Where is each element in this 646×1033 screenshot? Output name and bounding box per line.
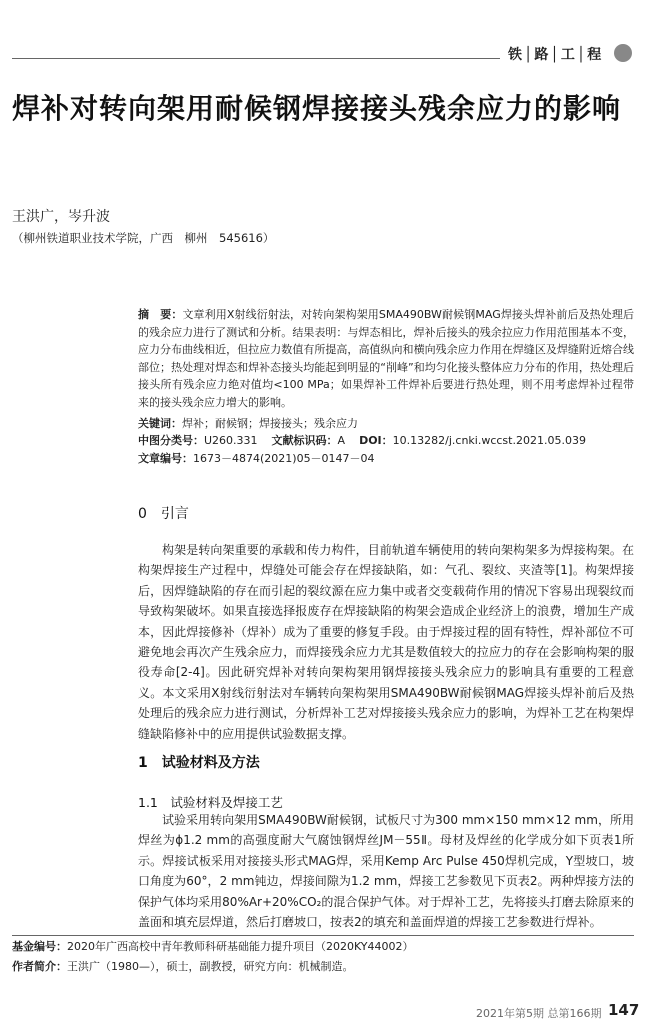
classification-line [138, 432, 634, 450]
abstract [138, 306, 634, 412]
clc-label: 中图分类号： [138, 434, 204, 447]
keywords-label: 关键词： [138, 417, 182, 430]
fund-label: 基金编号： [12, 940, 67, 953]
section-heading-intro: 0 引言 [138, 506, 189, 522]
fund-text: 2020年广西高校中青年教师科研基础能力提升项目（2020KY44002） [67, 940, 414, 953]
authors: 王洪广，岑升波 [12, 209, 110, 225]
doc-code-value: A [337, 434, 346, 447]
footnote-rule [12, 935, 634, 936]
journal-name: 铁│路│工│程 [508, 47, 604, 63]
clc-value: U260.331 [204, 434, 258, 447]
materials-paragraph: 试验采用转向架用SMA490BW耐候钢，试板尺寸为300 mm×150 mm×12 mm，所用焊丝为ϕ1.2 mm的高强度耐大气腐蚀钢焊丝JM－55Ⅱ。母材及焊丝的化学成分如下页表1所示。焊接试板采用对接接头形式MAG焊，采用Kemp Arc Pulse 450焊机完成，Y型坡口，坡口角度为60°，2 mm钝边，焊接间隙为1.2 mm，焊接工艺参数见下页表2。两种焊接方法的保护气体均采用80%Ar+20%CO₂的混合保护气体。对于焊补工艺，先将接头打磨去除原来的盖面和填充层焊道，然后打磨坡口，按表2的填充和盖面焊道的焊接工艺参数进行焊补。 [138, 813, 634, 930]
doc-code-label: 文献标识码： [271, 434, 338, 447]
doi-value: 10.13282/j.cnki.wccst.2021.05.039 [392, 434, 586, 447]
article-title: 焊补对转向架用耐候钢焊接接头残余应力的影响 [12, 92, 622, 125]
article-number-value: 1673－4874(2021)05－0147－04 [193, 452, 375, 465]
page-number: 147 [608, 1001, 640, 1019]
bio-text: 王洪广（1980—），硕士，副教授，研究方向：机械制造。 [67, 960, 354, 973]
article-number [138, 450, 634, 468]
header-rule [12, 58, 500, 59]
affiliation: （柳州铁道职业技术学院，广西 柳州 545616） [12, 231, 275, 245]
abstract-label: 摘 要： [138, 308, 183, 321]
bio-label: 作者简介： [12, 960, 67, 973]
keywords [138, 415, 634, 433]
journal-logo-icon [614, 44, 632, 62]
abstract-text: 文章利用X射线衍射法，对转向架构架用SMA490BW耐候钢MAG焊接头焊补前后及热处理后的残余应力进行了测试和分析。结果表明：与焊态相比，焊补后接头的残余拉应力作用范围基本不变，应力分布曲线相近，但拉应力数值有所提高，高值纵向和横向残余应力作用在焊缝区及焊缝附近熔合线部位；热处理对焊态和焊补态接头均能起到明显的“削峰”和均匀化接头整体应力分布的作用，热处理后接头所有残余应力绝对值均<100 MPa；如果焊补工件焊补后要进行热处理，则不用考虑焊补过程带来的接头残余应力增大的影响。 [138, 308, 635, 409]
subsection-heading-materials: 1.1 试验材料及焊接工艺 [138, 795, 283, 810]
author-bio [12, 958, 354, 974]
section-heading-materials: 1 试验材料及方法 [138, 755, 260, 771]
keywords-text: 焊补；耐候钢；焊接接头；残余应力 [182, 417, 358, 430]
intro-paragraph: 构架是转向架重要的承载和传力构件，目前轨道车辆使用的转向架构架多为焊接构架。在构架焊接生产过程中，焊缝处可能会存在焊接缺陷，如：气孔、裂纹、夹渣等[1]。构架焊接后，因焊缝缺陷的存在而引起的裂纹源在应力集中或者交变载荷作用的情况下容易出现裂纹而导致构架破坏。如果直接选择报废存在焊接缺陷的构架会造成企业经济上的浪费，增加生产成本，因此焊接修补（焊补）成为了重要的修复手段。由于焊接过程的固有特性，焊补部位不可避免地会再次产生残余应力，而焊接残余应力尤其是数值较大的拉应力的存在会影响构架的服役寿命[2-4]。因此研究焊补对转向架构架用钢焊接接头残余应力的影响具有重要的工程意义。本文采用X射线衍射法对车辆转向架构架用SMA490BW耐候钢MAG焊接头焊补前后及热处理后的残余应力进行测试，分析焊补工艺对焊接接头残余应力的影响，为焊补工艺在构架焊缝缺陷修补中的应用提供试验数据支撑。 [138, 543, 634, 741]
article-number-label: 文章编号： [138, 452, 193, 465]
issue-info: 2021年第5期 总第166期 [476, 1007, 602, 1020]
fund-note [12, 938, 414, 954]
doi-label: DOI： [359, 434, 393, 447]
